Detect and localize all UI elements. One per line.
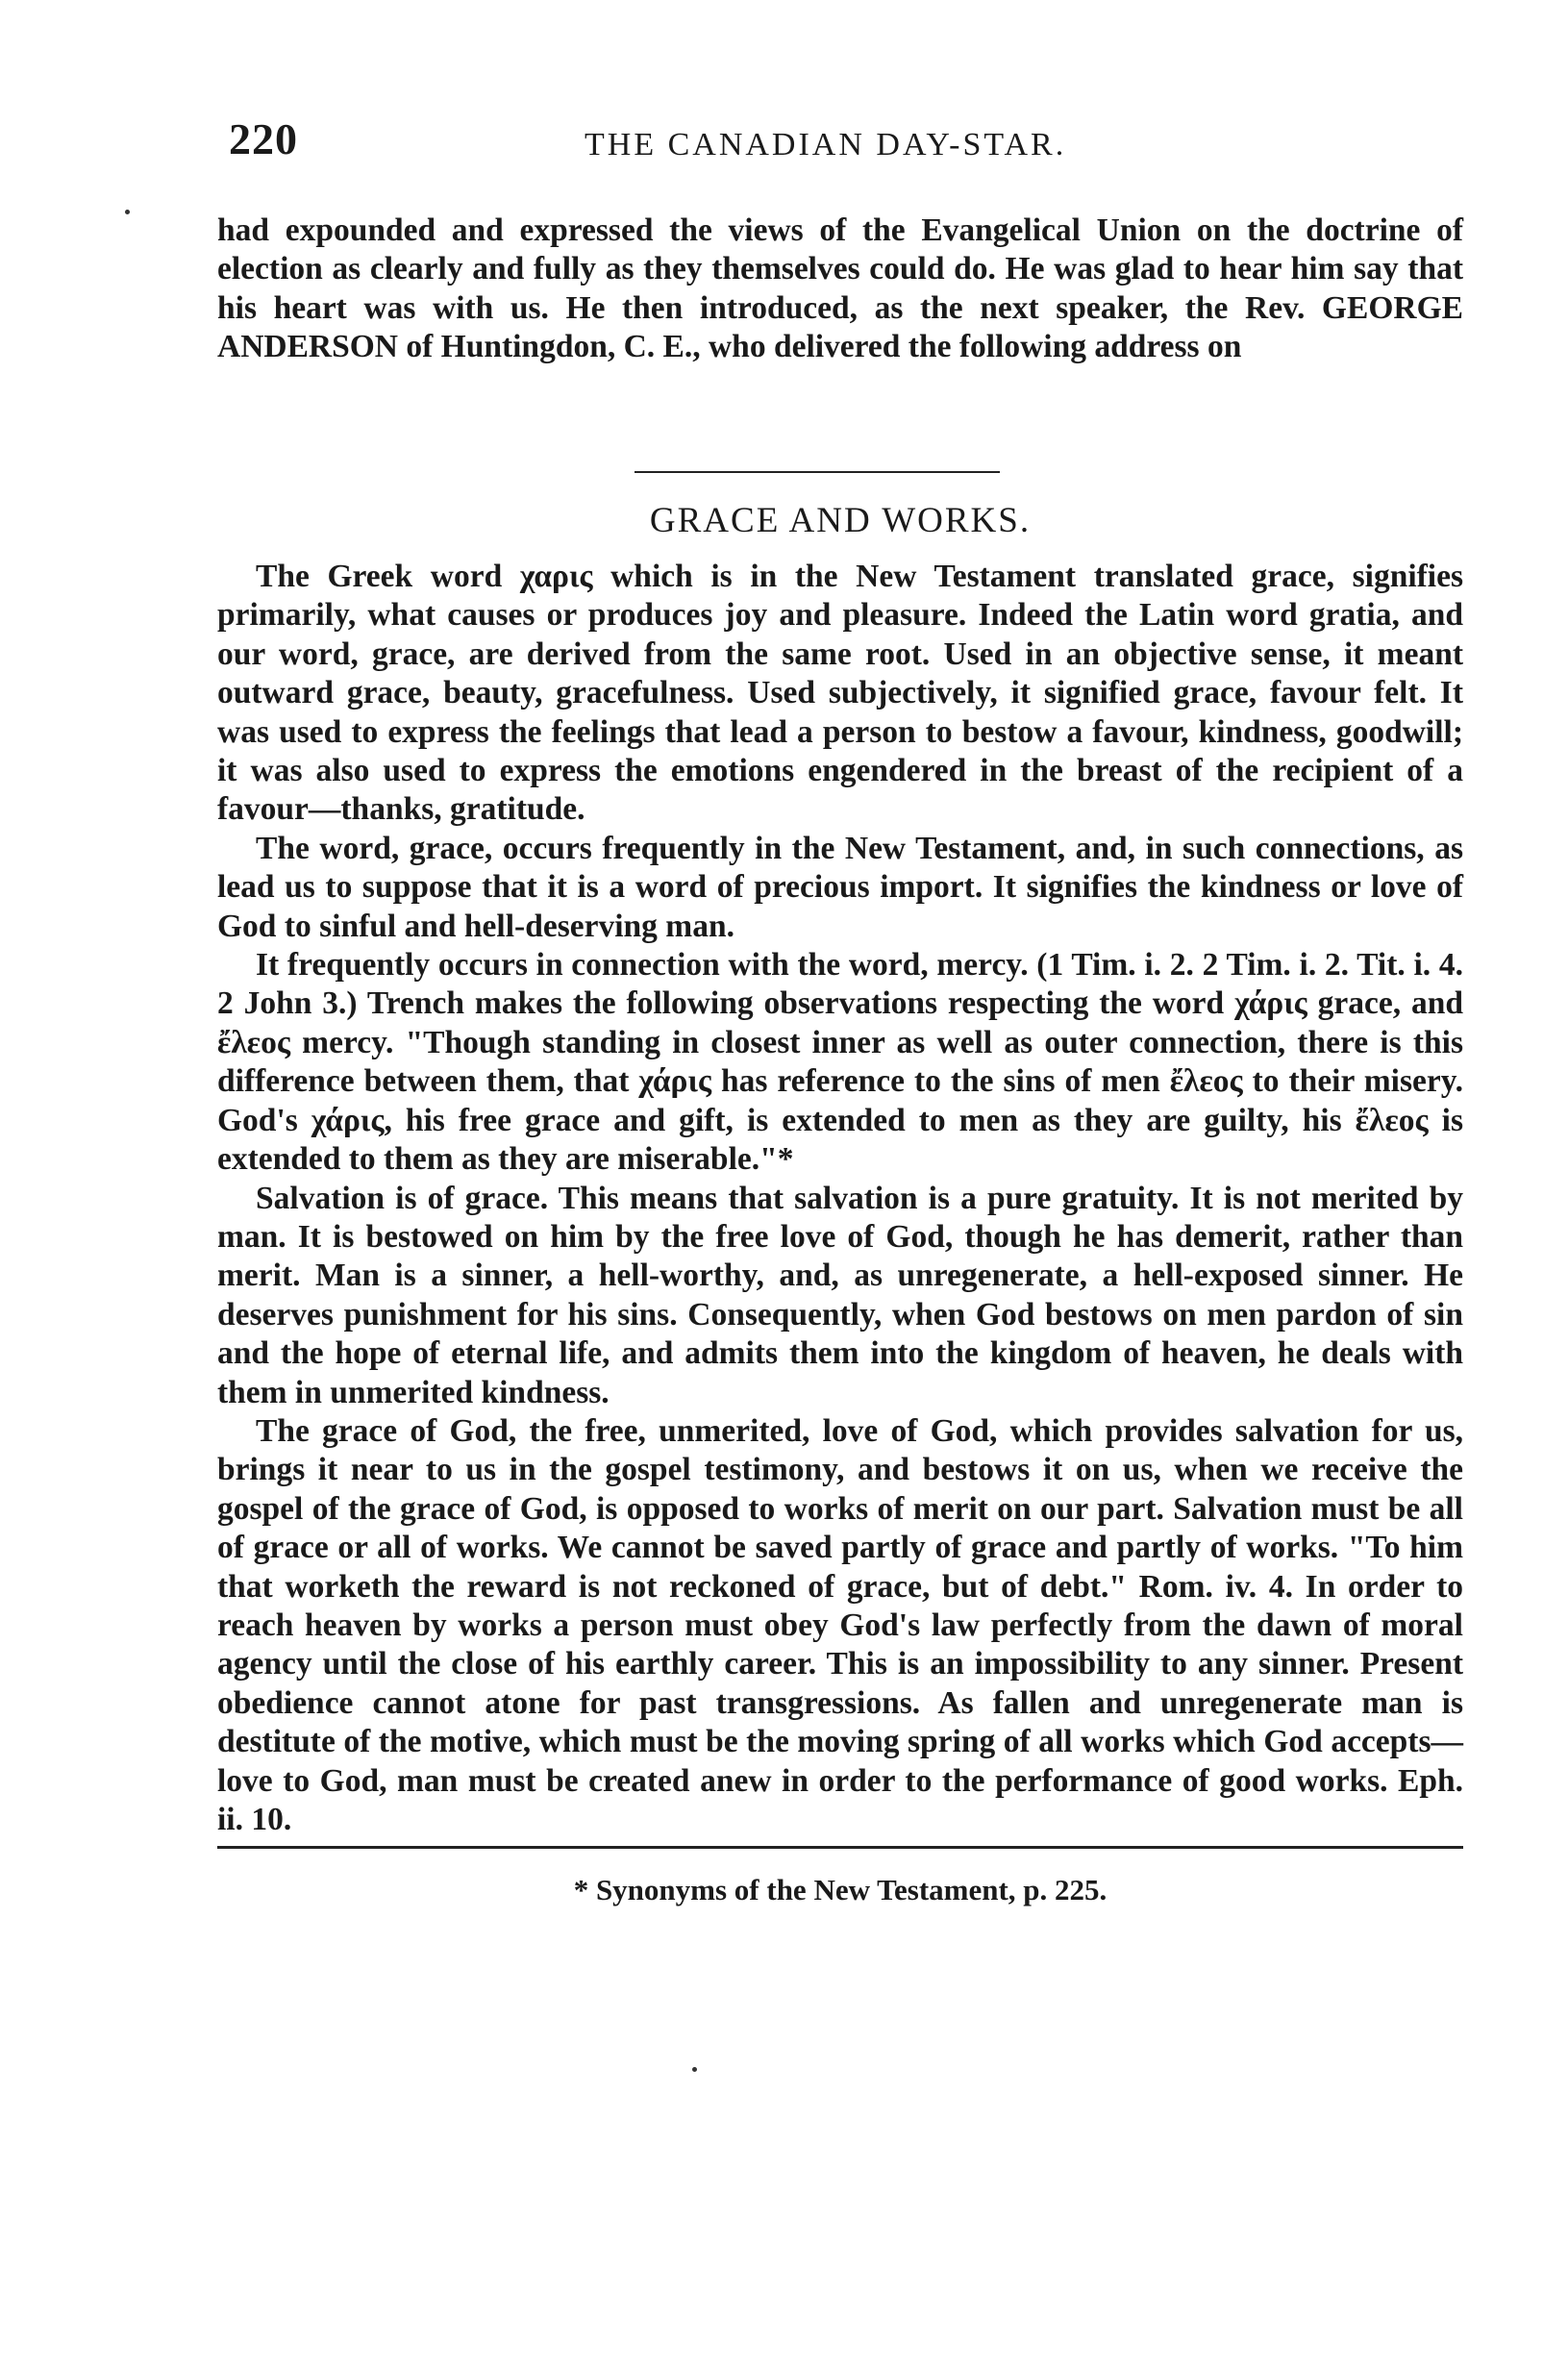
article-body bbox=[217, 558, 1463, 1839]
body-paragraph-1: The Greek word χαρις which is in the New Testament translated grace, signifies primarily, what causes or produces joy and pleasure. Indeed the Latin word gratia, and our word, grace, are derived from the same root. Used in an objective sense, it meant outward grace, beauty, gracefulness. Used subjectively, it signified grace, favour felt. It was used to express the feelings that lead a person to bestow a favour, kindness, goodwill; it was also used to express the emotions engendered in the breast of the recipient of a favour—thanks, gratitude. bbox=[217, 559, 1463, 828]
page-number: 220 bbox=[229, 114, 298, 163]
intro-paragraph: had expounded and expressed the views of the Evangelical Union on the doctrine of election as clearly and fully as they themselves could do. He was glad to hear him say that his heart was with us. He then introduced, as the next speaker, the Rev. GEORGE ANDERSON of Huntingdon, C. E., who delivered the following address on bbox=[217, 212, 1463, 365]
footnote-rule bbox=[217, 1846, 1463, 1849]
footnote: * Synonyms of the New Testament, p. 225. bbox=[573, 1873, 1108, 1906]
ink-speck bbox=[125, 210, 130, 214]
body-paragraph-3: It frequently occurs in connection with the word, mercy. (1 Tim. i. 2. 2 Tim. i. 2. Tit. i. 4. 2 John 3.) Trench makes the following observations respecting the word χάρις grace, and ἔλεος mercy. "Though standing in closest inner as well as outer connection, there is this difference between them, that χάρις has reference to the sins of men ἔλεος to their misery. God's χάρις, his free grace and gift, is extended to men as they are guilty, his ἔλεος is extended to them as they are miserable."* bbox=[217, 947, 1463, 1178]
body-paragraph-2: The word, grace, occurs frequently in the New Testament, and, in such connections, as lead us to suppose that it is a word of precious import. It signifies the kindness or love of God to sinful and hell-deserving man. bbox=[217, 830, 1463, 944]
section-title: GRACE AND WORKS. bbox=[649, 501, 1032, 540]
page-header bbox=[219, 113, 1469, 181]
running-head: THE CANADIAN DAY-STAR. bbox=[585, 127, 1067, 162]
ink-speck bbox=[692, 2067, 697, 2072]
body-paragraph-4: Salvation is of grace. This means that salvation is a pure gratuity. It is not merited by man. It is bestowed on him by the free love of God, though he has demerit, rather than merit. Man is a sinner, a hell-worthy, and, as unregenerate, a hell-exposed sinner. He deserves punishment for his sins. Consequently, when God bestows on men pardon of sin and the hope of eternal life, and admits them into the kingdom of heaven, he deals with them in unmerited kindness. bbox=[217, 1180, 1463, 1410]
body-paragraph-5: The grace of God, the free, unmerited, love of God, which provides salvation for us, brings it near to us in the gospel testimony, and bestows it on us, when we receive the gospel of the grace of God, is opposed to works of merit on our part. Salvation must be all of grace or all of works. We cannot be saved partly of grace and partly of works. "To him that worketh the reward is not reckoned of grace, but of debt." Rom. iv. 4. In order to reach heaven by works a person must obey God's law perfectly from the dawn of moral agency until the close of his earthly career. This is an impossibility to any sinner. Present obedience cannot atone for past transgressions. As fallen and unregenerate man is destitute of the motive, which must be the moving spring of all works which God accepts—love to God, man must be created anew in order to the performance of good works. Eph. ii. 10. bbox=[217, 1412, 1463, 1837]
section-divider bbox=[635, 471, 1000, 473]
intro-paragraph-block bbox=[217, 212, 1463, 367]
